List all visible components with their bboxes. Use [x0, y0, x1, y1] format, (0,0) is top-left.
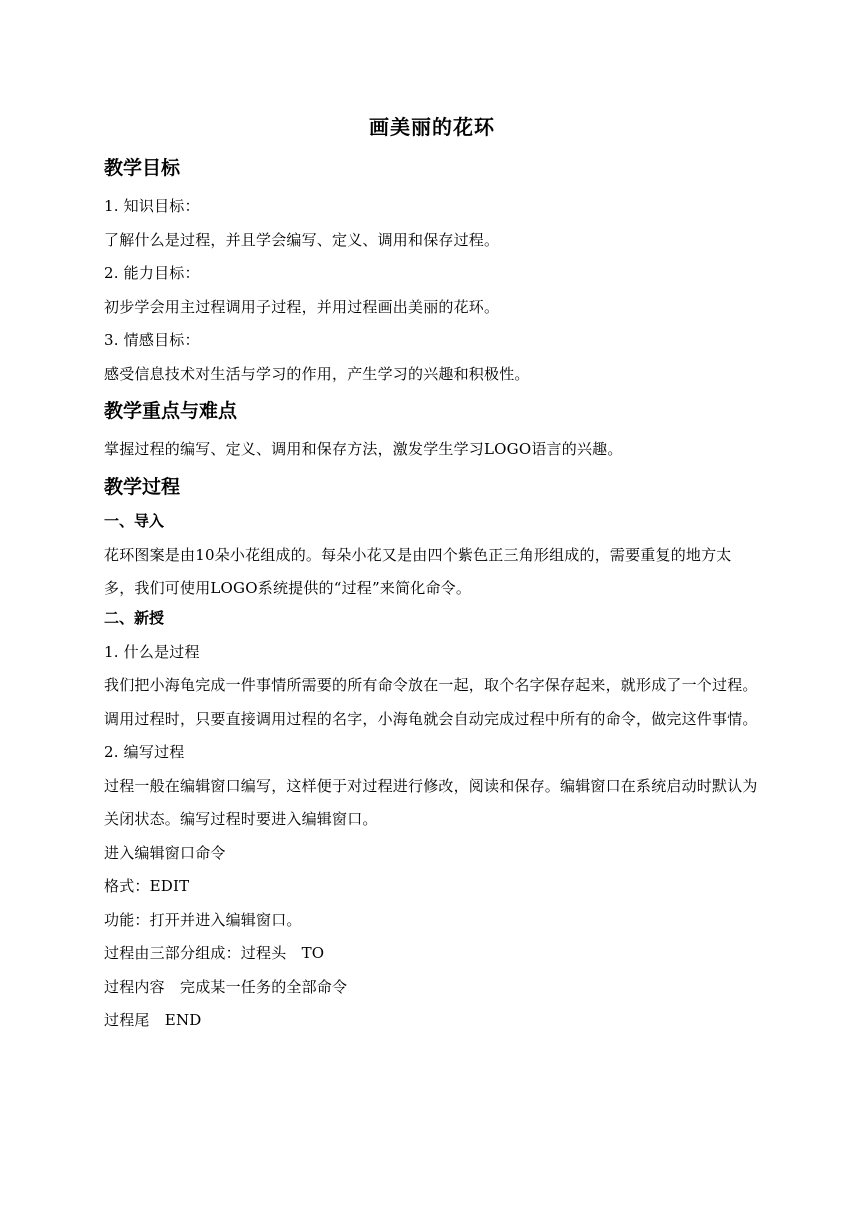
subheading-intro: 一、导入 [104, 511, 165, 530]
goal-line: 1. 知识目标： [104, 197, 200, 215]
new-line: 功能：打开并进入编辑窗口。 [104, 910, 302, 929]
new-line: 过程尾 END [104, 1011, 202, 1029]
intro-text: 花环图案是由10朵小花组成的。每朵小花又是由四个紫色正三角形组成的，需要重复的地方太多，我们可使用LOGO系统提供的“过程”来简化命令。 [104, 545, 732, 597]
section-heading-key-points: 教学重点与难点 [104, 400, 238, 422]
goal-line: 3. 情感目标： [104, 331, 200, 349]
document-title: 画美丽的花环 [369, 115, 495, 139]
key-points-text: 掌握过程的编写、定义、调用和保存方法，激发学生学习LOGO语言的兴趣。 [104, 440, 623, 458]
new-line: 过程由三部分组成：过程头 TO [104, 944, 325, 962]
new-line: 过程一般在编辑窗口编写，这样便于对过程进行修改，阅读和保存。编辑窗口在系统启动时默认为关闭状态。编写过程时要进入编辑窗口。 [104, 776, 758, 828]
subheading-new: 二、新授 [104, 608, 165, 627]
document-page [104, 112, 760, 1038]
goal-line: 初步学会用主过程调用子过程，并用过程画出美丽的花环。 [104, 297, 500, 316]
goal-line: 了解什么是过程，并且学会编写、定义、调用和保存过程。 [104, 230, 500, 249]
new-line: 2. 编写过程 [104, 743, 185, 761]
new-line: 过程内容 完成某一任务的全部命令 [104, 977, 348, 996]
new-line: 格式：EDIT [104, 877, 190, 895]
goal-line: 2. 能力目标： [104, 264, 200, 282]
goal-line: 感受信息技术对生活与学习的作用，产生学习的兴趣和积极性。 [104, 364, 530, 383]
new-line: 1. 什么是过程 [104, 642, 200, 661]
new-line: 我们把小海龟完成一件事情所需要的所有命令放在一起，取个名字保存起来，就形成了一个过程。调用过程时，只要直接调用过程的名字，小海龟就会自动完成过程中所有的命令，做完这件事情。 [104, 676, 758, 728]
section-heading-process: 教学过程 [104, 475, 181, 498]
section-heading-goals: 教学目标 [104, 157, 181, 179]
new-line: 进入编辑窗口命令 [104, 843, 226, 862]
